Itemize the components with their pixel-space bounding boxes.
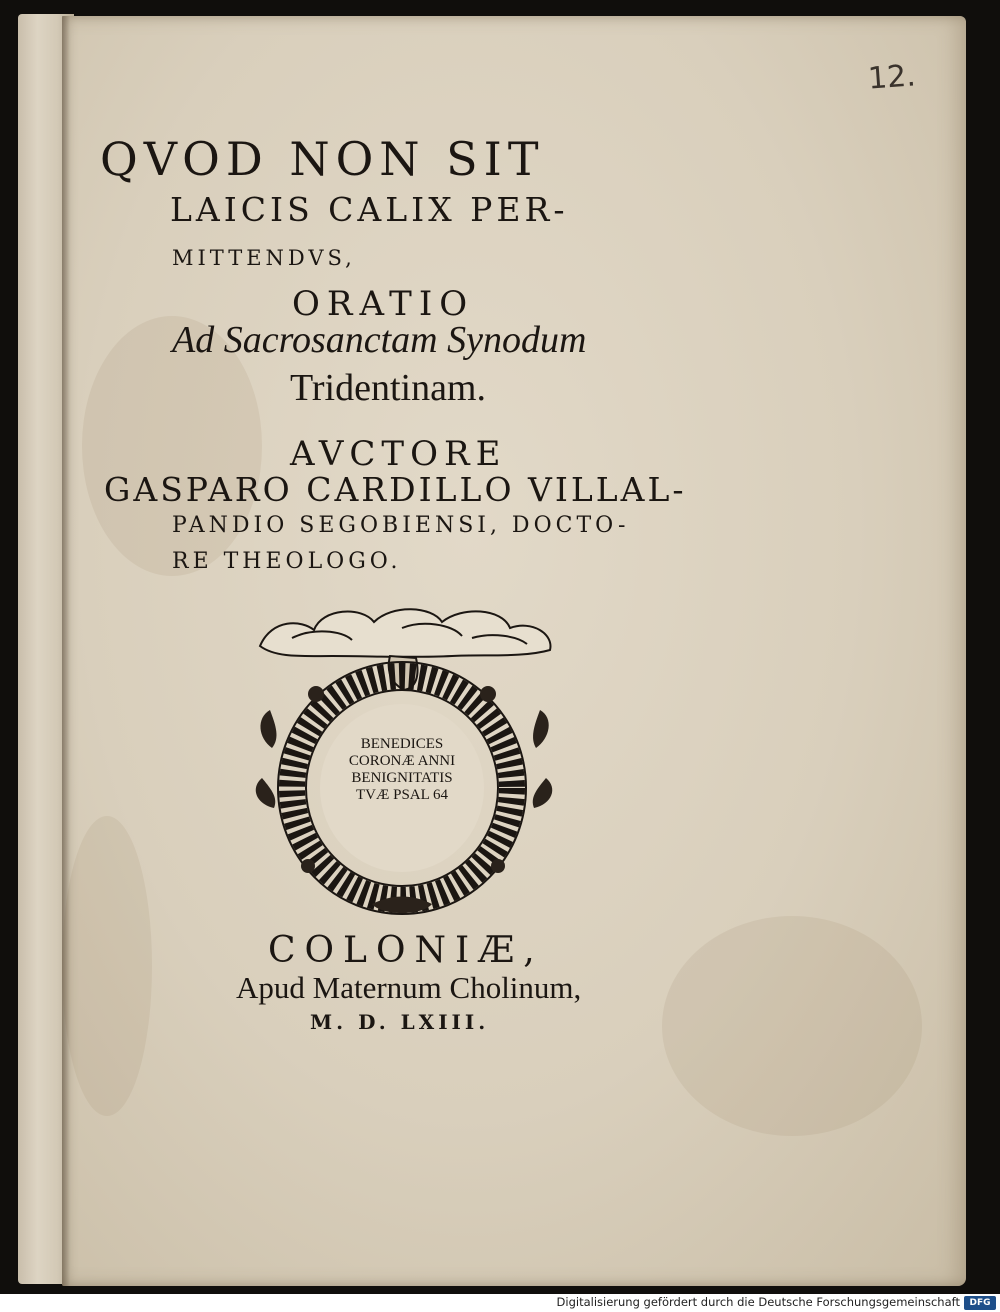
title-line-2: LAICIS CALIX PER- — [170, 190, 569, 229]
author-line-2: PANDIO SEGOBIENSI, DOCTO- — [172, 513, 630, 538]
author-heading: AVCTORE — [290, 434, 507, 474]
motto-line: BENEDICES — [360, 736, 444, 752]
subtitle-line-2: Ad Sacrosanctam Synodum — [172, 319, 587, 361]
digitization-footer — [0, 1294, 1000, 1312]
funding-credit: Digitalisierung gefördert durch die Deutsche Forschungsgemeinschaft — [556, 1295, 960, 1309]
author-line-3: RE THEOLOGO. — [172, 549, 402, 574]
motto-line: BENIGNITATIS — [351, 770, 453, 786]
paper-stain — [62, 816, 152, 1116]
gutter-shadow — [62, 16, 70, 1286]
imprint-printer: Apud Maternum Cholinum, — [236, 970, 582, 1005]
paper-stain — [662, 916, 922, 1136]
author-line-1: GASPARO CARDILLO VILLAL- — [104, 470, 687, 509]
imprint-date: M. D. LXIII. — [310, 1010, 490, 1034]
printers-mark-motto — [340, 736, 464, 804]
title-line-1: QVOD NON SIT — [100, 132, 545, 186]
dfg-logo-icon[interactable]: DFG — [964, 1296, 996, 1310]
folio-number: 12. — [866, 58, 917, 97]
motto-line: CORONÆ ANNI — [348, 753, 456, 769]
motto-line: TVÆ PSAL 64 — [356, 787, 448, 803]
imprint-place: COLONIÆ, — [268, 930, 544, 971]
subtitle-oratio: ORATIO — [292, 284, 475, 324]
title-line-3: MITTENDVS, — [172, 246, 356, 270]
subtitle-line-3: Tridentinam. — [290, 367, 486, 409]
